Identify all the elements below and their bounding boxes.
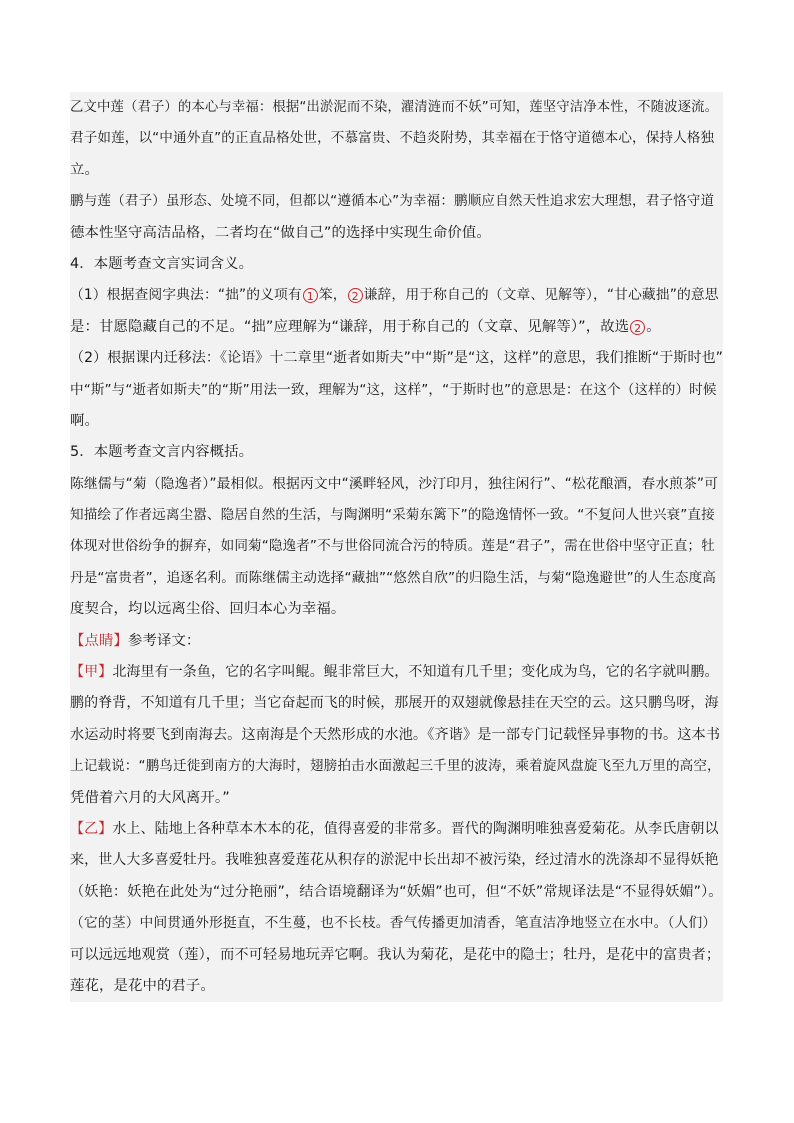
text-line: 啊。 <box>70 412 99 429</box>
text-line: 鹏的脊背，不知道有几千里；当它奋起而飞的时候，那展开的双翅就像悬挂在天空的云。这只鹏鸟呀，海 <box>70 695 719 712</box>
circled-number-1: 1 <box>303 288 318 303</box>
text-line: 君子如莲，以“中通外直”的正直品格处世，不慕富贵、不趋炎附势，其幸福在于恪守道德本心，保持人格独 <box>70 130 715 147</box>
text-line: 水运动时将要飞到南海去。这南海是个天然形成的水池。《齐谐》是一部专门记载怪异事物的书。这本书 <box>70 726 721 743</box>
question-5-heading: 5．本题考查文言内容概括。 <box>70 444 254 461</box>
text-run: 是：甘愿隐藏自己的不足。“拙”应理解为“谦辞，用于称自己的（文章、见解等）”，故选 <box>70 318 630 335</box>
dianjing-tag: 【点睛】 <box>70 632 128 649</box>
text-line: 莲花，是花中的君子。 <box>70 977 215 994</box>
text-line <box>70 280 723 311</box>
circled-number-2: 2 <box>348 288 363 303</box>
jia-tag: 【甲】 <box>70 664 113 681</box>
text-run: 北海里有一条鱼，它的名字叫鲲。鲲非常巨大，不知道有几千里；变化成为鸟，它的名字就叫鹏。 <box>112 664 719 681</box>
text-line: 乙文中莲（君子）的本心与幸福：根据“出淤泥而不染，濯清涟而不妖”可知，莲坚守洁净本性，不随波逐流。 <box>70 100 719 115</box>
text-run: 笨， <box>318 287 347 304</box>
text-line: （妖艳：妖艳在此处为“过分艳丽”，结合语境翻译为“妖媚”也可，但“不妖”常规译法是“不显得妖媚”）。 <box>70 883 723 900</box>
text-line <box>70 626 723 657</box>
text-line: 立。 <box>70 161 99 178</box>
text-line: 丹是“富贵者”，追逐名利。而陈继儒主动选择“藏拙”“悠然自欣”的归隐生活，与菊“隐逸避世”的人生态度高 <box>70 569 716 586</box>
question-4-heading: 4．本题考查文言实词含义。 <box>70 255 254 272</box>
text-line <box>70 814 723 845</box>
circled-number-2: 2 <box>630 320 645 335</box>
text-run: 谦辞，用于称自己的（文章、见解等），“甘心藏拙”的意思 <box>363 287 719 304</box>
text-run: 。 <box>646 318 661 335</box>
text-line: 上记载说：“鹏鸟迁徙到南方的大海时，翅膀拍击水面激起三千里的波涛，乘着旋风盘旋飞至九万里的高空， <box>70 758 721 775</box>
text-line: 陈继儒与“菊（隐逸者）”最相似。根据丙文中“溪畔轻风，沙汀印月，独往闲行”、“松花酿酒，春水煎茶”可 <box>70 475 719 492</box>
text-line: 度契合，均以远离尘俗、回归本心为幸福。 <box>70 601 346 618</box>
text-line: 体现对世俗纷争的摒弃，如同菊“隐逸者”不与世俗同流合污的特质。莲是“君子”，需在世俗中坚守正直；牡 <box>70 538 715 555</box>
text-line: 可以远远地观赏（莲），而不可轻易地玩弄它啊。我认为菊花，是花中的隐士；牡丹，是花中的富贵者； <box>70 946 721 963</box>
text-run: 参考译文： <box>127 632 201 649</box>
text-line: 中“斯”与“逝者如斯夫”的“斯”用法一致，理解为“这，这样”，“于斯时也”的意思是：在这个（这样的）时候 <box>70 381 717 398</box>
text-line: 鹏与莲（君子）虽形态、处境不同，但都以“遵循本心”为幸福：鹏顺应自然天性追求宏大理想，君子恪守道 <box>70 193 715 210</box>
text-line: （2）根据课内迁移法：《论语》十二章里“逝者如斯夫”中“斯”是“这，这样”的意思，我们推断“于斯时也” <box>70 350 723 367</box>
text-line <box>70 312 723 343</box>
yi-tag: 【乙】 <box>70 820 113 837</box>
text-line: （它的茎）中间贯通外形挺直，不生蔓，也不长枝。香气传播更加清香，笔直洁净地竖立在水中。（人们） <box>70 915 717 932</box>
text-line: 来，世人大多喜爱牡丹。我唯独喜爱莲花从积存的淤泥中长出却不被污染，经过清水的洗涤却不显得妖艳 <box>70 852 719 869</box>
text-line: 德本性坚守高洁品格，二者均在“做自己”的选择中实现生命价值。 <box>70 224 491 241</box>
answer-text-block <box>70 92 723 1002</box>
text-line: 凭借着六月的大风离开。” <box>70 789 230 806</box>
text-run: （1）根据查阅字典法：“拙”的义项有 <box>70 287 302 304</box>
text-line: 知描绘了作者远离尘嚣、隐居自然的生活，与陶渊明“采菊东篱下”的隐逸情怀一致。“不复问人世兴衰”直接 <box>70 507 715 524</box>
text-run: 水上、陆地上各种草本木本的花，值得喜爱的非常多。晋代的陶渊明唯独喜爱菊花。从李氏唐朝以 <box>112 820 719 837</box>
text-line <box>70 657 723 688</box>
